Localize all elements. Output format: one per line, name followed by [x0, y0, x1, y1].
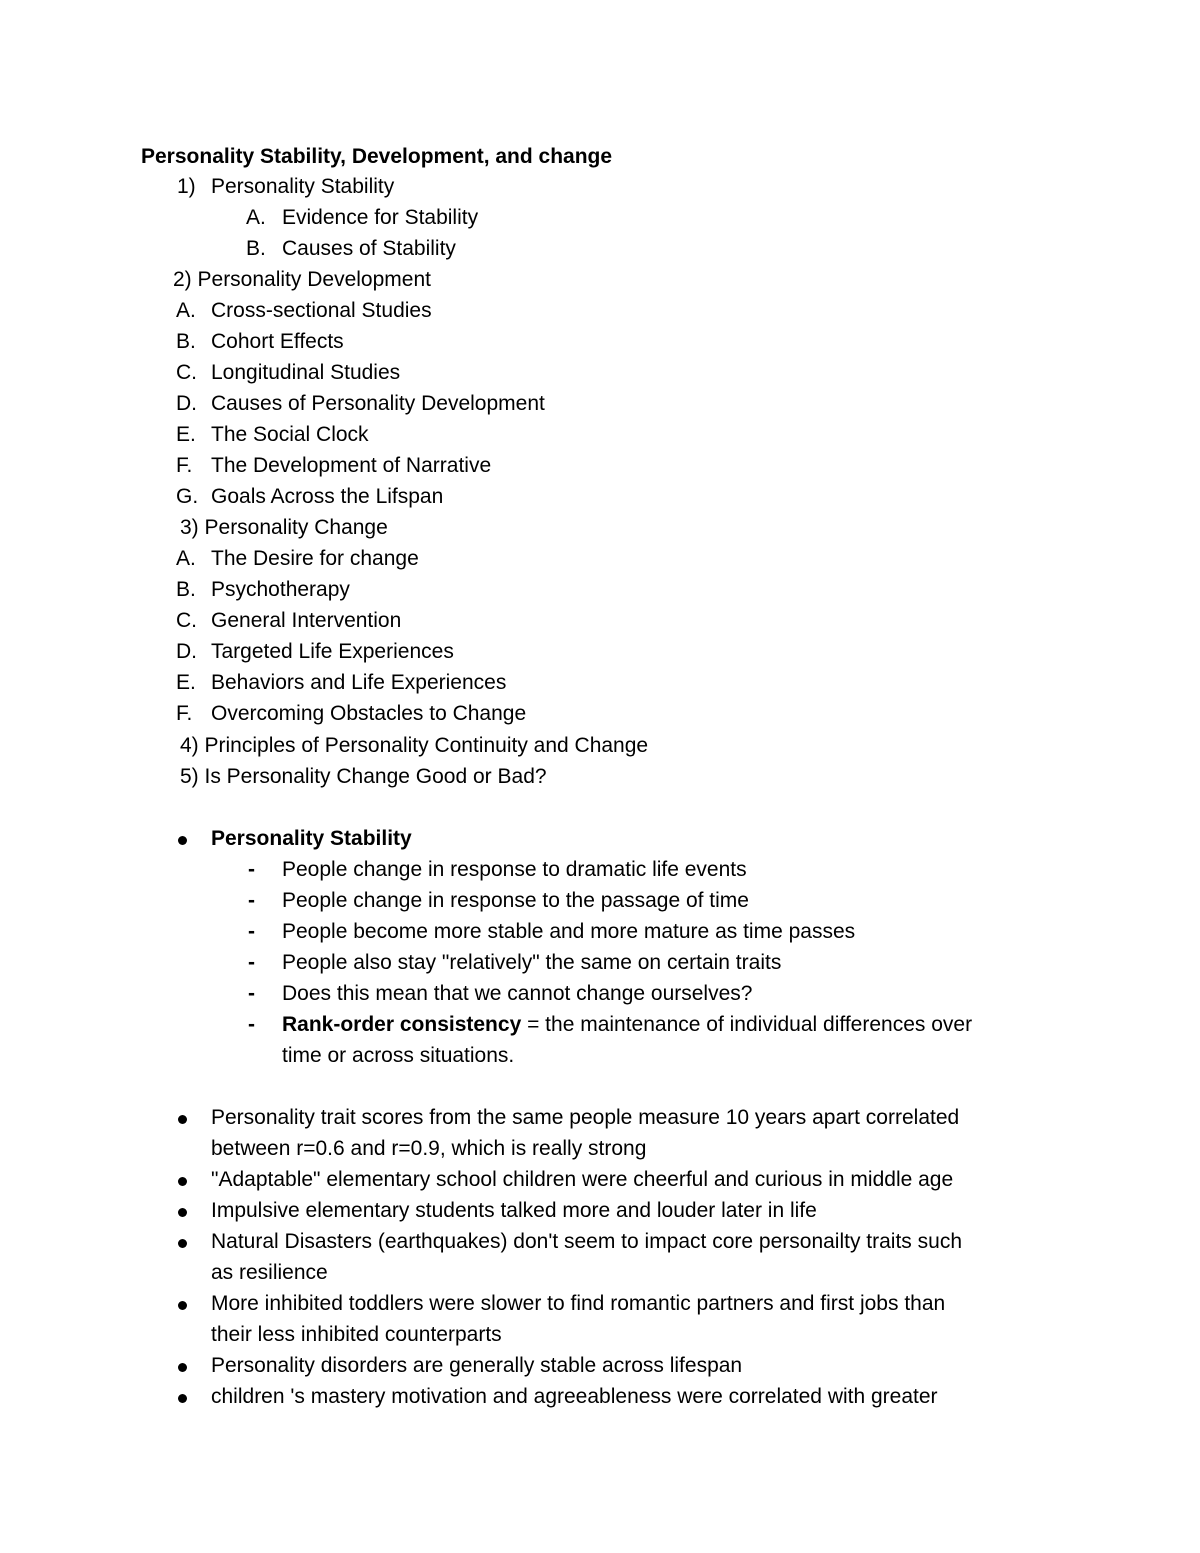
evidence-item: Personality disorders are generally stable across lifespan [211, 1354, 743, 1377]
outline-s2-item: The Social Clock [211, 423, 369, 446]
rank-order-term: Rank-order consistency [282, 1013, 522, 1036]
bullet-icon [178, 1177, 187, 1186]
bullet-icon [178, 836, 187, 845]
evidence-item-continued: between r=0.6 and r=0.9, which is really strong [211, 1137, 647, 1160]
outline-s3-item: Behaviors and Life Experiences [211, 671, 507, 694]
outline-s3-item-marker: F. [176, 702, 193, 725]
outline-section-4: 4) Principles of Personality Continuity and Change [180, 734, 649, 757]
bullet-icon [178, 1115, 187, 1124]
rank-order-definition-continued: time or across situations. [282, 1044, 515, 1067]
outline-section-5: 5) Is Personality Change Good or Bad? [180, 765, 547, 788]
dash-bullet-icon: - [248, 920, 255, 943]
outline-s3-item: Overcoming Obstacles to Change [211, 702, 527, 725]
dash-bullet-icon: - [248, 889, 255, 912]
outline-s2-item: Causes of Personality Development [211, 392, 545, 415]
dash-bullet-icon: - [248, 858, 255, 881]
evidence-item: "Adaptable" elementary school children were cheerful and curious in middle age [211, 1168, 954, 1191]
stability-heading: Personality Stability [211, 827, 412, 850]
outline-section-1-number: 1) [177, 175, 196, 198]
outline-s3-item-marker: D. [176, 640, 197, 663]
stability-point: People become more stable and more mature as time passes [282, 920, 856, 943]
outline-s1-item: Causes of Stability [282, 237, 456, 260]
bullet-icon [178, 1394, 187, 1403]
outline-s1-item: Evidence for Stability [282, 206, 479, 229]
document-title: Personality Stability, Development, and change [141, 145, 613, 168]
outline-s3-item: Targeted Life Experiences [211, 640, 454, 663]
outline-s2-item: Goals Across the Lifspan [211, 485, 444, 508]
outline-s3-item-marker: C. [176, 609, 197, 632]
dash-bullet-icon: - [248, 1013, 255, 1036]
stability-point: Does this mean that we cannot change ourselves? [282, 982, 753, 1005]
outline-s3-item-marker: A. [176, 547, 196, 570]
outline-s2-item-marker: C. [176, 361, 197, 384]
evidence-item: Natural Disasters (earthquakes) don't seem to impact core personailty traits such [211, 1230, 962, 1253]
bullet-icon [178, 1363, 187, 1372]
outline-s2-item-marker: F. [176, 454, 193, 477]
outline-s3-item: The Desire for change [211, 547, 419, 570]
outline-s2-item: Cross-sectional Studies [211, 299, 432, 322]
bullet-icon [178, 1301, 187, 1310]
outline-s2-item: Longitudinal Studies [211, 361, 401, 384]
outline-s2-item-marker: B. [176, 330, 196, 353]
outline-s3-item: Psychotherapy [211, 578, 350, 601]
outline-s1-item-marker: B. [246, 237, 266, 260]
outline-s2-item-marker: E. [176, 423, 196, 446]
outline-s2-item-marker: D. [176, 392, 197, 415]
outline-s2-item: The Development of Narrative [211, 454, 492, 477]
outline-section-3: 3) Personality Change [180, 516, 388, 539]
evidence-item: Impulsive elementary students talked more and louder later in life [211, 1199, 817, 1222]
outline-s3-item: General Intervention [211, 609, 402, 632]
outline-s3-item-marker: B. [176, 578, 196, 601]
outline-s2-item-marker: A. [176, 299, 196, 322]
outline-s2-item-marker: G. [176, 485, 199, 508]
evidence-item: More inhibited toddlers were slower to find romantic partners and first jobs than [211, 1292, 946, 1315]
stability-point: People change in response to the passage of time [282, 889, 749, 912]
dash-bullet-icon: - [248, 982, 255, 1005]
outline-s3-item-marker: E. [176, 671, 196, 694]
bullet-icon [178, 1208, 187, 1217]
evidence-item: children 's mastery motivation and agreeableness were correlated with greater [211, 1385, 938, 1408]
evidence-item-continued: their less inhibited counterparts [211, 1323, 502, 1346]
stability-point: People change in response to dramatic life events [282, 858, 747, 881]
bullet-icon [178, 1239, 187, 1248]
rank-order-definition [282, 1009, 972, 1040]
dash-bullet-icon: - [248, 951, 255, 974]
evidence-item: Personality trait scores from the same people measure 10 years apart correlated [211, 1106, 960, 1129]
outline-section-1: Personality Stability [211, 175, 395, 198]
outline-section-2: 2) Personality Development [173, 268, 431, 291]
outline-s1-item-marker: A. [246, 206, 266, 229]
evidence-item-continued: as resilience [211, 1261, 328, 1284]
outline-s2-item: Cohort Effects [211, 330, 344, 353]
rank-order-definition-text: = the maintenance of individual differences over [521, 1013, 973, 1036]
stability-point: People also stay "relatively" the same on certain traits [282, 951, 782, 974]
